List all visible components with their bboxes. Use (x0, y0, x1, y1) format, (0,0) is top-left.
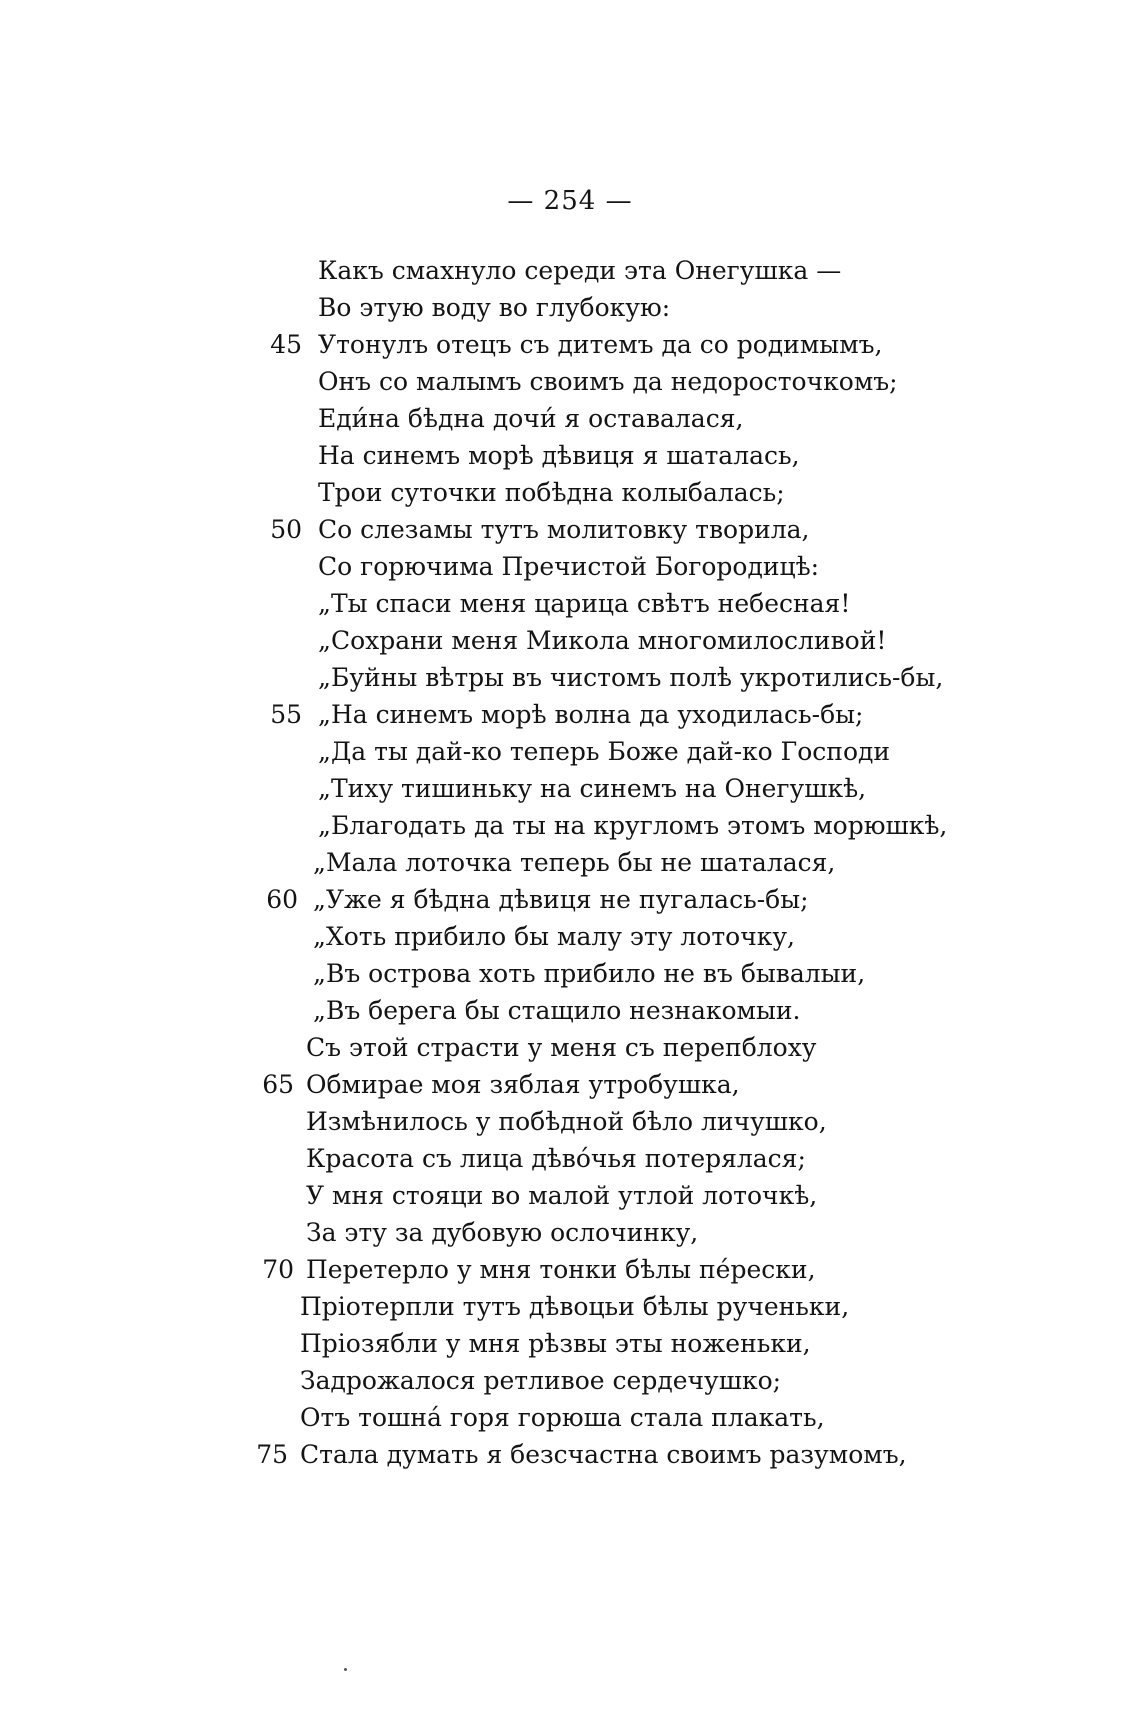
verse-line (0, 252, 1140, 289)
line-text: Отъ тошна́ горя горюша стала плакать, (300, 1403, 825, 1432)
line-text: У мня стояци во малой утлой лоточкѣ, (306, 1181, 818, 1210)
line-text: „Благодать да ты на кругломъ этомъ морюшкѣ, (318, 811, 948, 840)
verse-line (0, 511, 1140, 548)
verse-line (0, 1029, 1140, 1066)
verse-line (0, 326, 1140, 363)
verse-line (0, 289, 1140, 326)
line-number: 65 (262, 1070, 294, 1099)
line-text: Перетерло у мня тонки бѣлы пе́рески, (306, 1255, 816, 1284)
verse-line (0, 1103, 1140, 1140)
line-text: Красота съ лица дѣво́чья потерялася; (306, 1144, 806, 1173)
line-text: Съ этой страсти у меня съ перепблоху (306, 1033, 817, 1062)
line-number: 55 (270, 700, 302, 729)
line-text: За эту за дубовую ослочинку, (306, 1218, 699, 1247)
line-text: „Тиху тишиньку на синемъ на Онегушкѣ, (318, 774, 867, 803)
line-number: 70 (262, 1255, 294, 1284)
verse-line (0, 1140, 1140, 1177)
verse-line (0, 1251, 1140, 1288)
verse-block (0, 252, 1140, 1473)
line-text: На синемъ морѣ дѣвиця я шаталась, (318, 441, 800, 470)
line-number: 75 (256, 1440, 288, 1469)
line-text: „На синемъ морѣ волна да уходилась-бы; (318, 700, 864, 729)
line-text: „Буйны вѣтры въ чистомъ полѣ укротились-бы, (318, 663, 944, 692)
verse-line (0, 881, 1140, 918)
verse-line (0, 844, 1140, 881)
line-text: „Ты спаси меня царица свѣтъ небесная! (318, 589, 851, 618)
line-text: Онъ со малымъ своимъ да недоросточкомъ; (318, 367, 898, 396)
verse-line (0, 585, 1140, 622)
line-text: Со горючима Пречистой Богородицѣ: (318, 552, 820, 581)
verse-line (0, 1214, 1140, 1251)
print-speck (344, 1668, 347, 1671)
verse-line (0, 807, 1140, 844)
verse-line (0, 918, 1140, 955)
line-text: „Да ты дай-ко теперь Боже дай-ко Господи (318, 737, 891, 766)
line-text: Обмирае моя зяблая утробушка, (306, 1070, 740, 1099)
line-text: Трои суточки побѣдна колыбалась; (318, 478, 785, 507)
line-number: 45 (270, 330, 302, 359)
verse-line (0, 733, 1140, 770)
verse-line (0, 363, 1140, 400)
line-text: Стала думать я безсчастна своимъ разумомъ, (300, 1440, 907, 1469)
verse-line (0, 955, 1140, 992)
verse-line (0, 400, 1140, 437)
line-text: Во этую воду во глубокую: (318, 293, 671, 322)
verse-line (0, 1362, 1140, 1399)
line-text: „Сохрани меня Микола многомилосливой! (318, 626, 887, 655)
verse-line (0, 1288, 1140, 1325)
line-text: Со слезамы тутъ молитовку творила, (318, 515, 810, 544)
line-text: „Въ берега бы стащило незнакомыи. (313, 996, 801, 1025)
line-text: „Хоть прибило бы малу эту лоточку, (313, 922, 796, 951)
page-number: — 254 — (507, 186, 633, 216)
verse-line (0, 1066, 1140, 1103)
line-text: Еди́на бѣдна дочи́ я оставалася, (318, 404, 744, 433)
verse-line (0, 770, 1140, 807)
verse-line (0, 1399, 1140, 1436)
verse-line (0, 622, 1140, 659)
line-text: Пріотерпли тутъ дѣвоцьи бѣлы рученьки, (300, 1292, 850, 1321)
verse-line (0, 1177, 1140, 1214)
verse-line (0, 474, 1140, 511)
line-text: „Въ острова хоть прибило не въ бывалыи, (313, 959, 866, 988)
verse-line (0, 1436, 1140, 1473)
line-text: Измѣнилось у побѣдной бѣло личушко, (306, 1107, 827, 1136)
line-text: „Мала лоточка теперь бы не шаталася, (313, 848, 836, 877)
line-text: Утонулъ отецъ съ дитемъ да со родимымъ, (318, 330, 883, 359)
verse-line (0, 437, 1140, 474)
verse-line (0, 696, 1140, 733)
line-number: 50 (270, 515, 302, 544)
verse-line (0, 548, 1140, 585)
line-text: Задрожалося ретливое сердечушко; (300, 1366, 782, 1395)
verse-line (0, 992, 1140, 1029)
verse-line (0, 659, 1140, 696)
verse-line (0, 1325, 1140, 1362)
line-number: 60 (266, 885, 298, 914)
line-text: Какъ смахнуло середи эта Онегушка — (318, 256, 842, 285)
line-text: „Уже я бѣдна дѣвиця не пугалась-бы; (313, 885, 809, 914)
line-text: Пріозябли у мня рѣзвы эты ноженьки, (300, 1329, 811, 1358)
